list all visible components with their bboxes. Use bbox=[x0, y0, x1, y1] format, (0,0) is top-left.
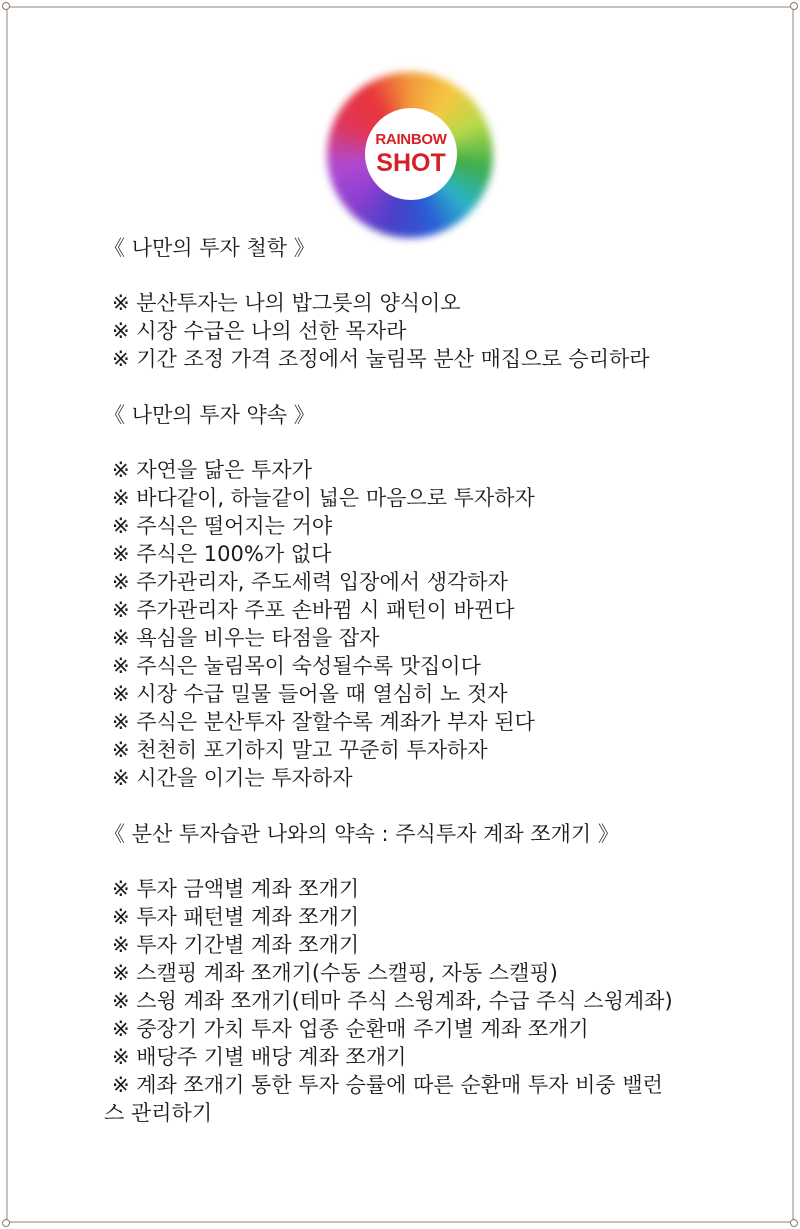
list-item: ※ 욕심을 비우는 타점을 잡자 bbox=[112, 626, 380, 650]
section-heading: 《 분산 투자습관 나와의 약속 : 주식투자 계좌 쪼개기 》 bbox=[104, 822, 619, 846]
list-item: ※ 투자 기간별 계좌 쪼개기 bbox=[112, 933, 360, 957]
section-heading: 《 나만의 투자 약속 》 bbox=[104, 403, 315, 427]
list-item: ※ 투자 패턴별 계좌 쪼개기 bbox=[112, 905, 360, 929]
list-item: ※ 중장기 가치 투자 업종 순환매 주기별 계좌 쪼개기 bbox=[112, 1017, 589, 1041]
list-item: ※ 스캘핑 계좌 쪼개기(수동 스캘핑, 자동 스캘핑) bbox=[112, 961, 558, 985]
list-item: ※ 분산투자는 나의 밥그릇의 양식이오 bbox=[112, 291, 461, 315]
list-item: ※ 천천히 포기하지 말고 꾸준히 투자하자 bbox=[112, 738, 488, 762]
logo-line2: SHOT bbox=[376, 149, 446, 177]
section-promise bbox=[104, 401, 780, 792]
list-item: ※ 계좌 쪼개기 통한 투자 승률에 따른 순환매 투자 비중 밸런 bbox=[112, 1073, 663, 1097]
list-item: ※ 주식은 눌림목이 숙성될수록 맛집이다 bbox=[112, 654, 481, 678]
list-item: ※ 주가관리자 주포 손바뀜 시 패턴이 바뀐다 bbox=[112, 598, 515, 622]
list-item: ※ 주식은 분산투자 잘할수록 계좌가 부자 된다 bbox=[112, 710, 535, 734]
list-item: ※ 바다같이, 하늘같이 넓은 마음으로 투자하자 bbox=[112, 486, 535, 510]
corner-ornament bbox=[790, 1219, 798, 1227]
list-item: ※ 시간을 이기는 투자하자 bbox=[112, 766, 353, 790]
list-item: ※ 주식은 떨어지는 거야 bbox=[112, 514, 333, 538]
list-item: ※ 투자 금액별 계좌 쪼개기 bbox=[112, 877, 360, 901]
list-item: ※ 기간 조정 가격 조정에서 눌림목 분산 매집으로 승리하라 bbox=[112, 347, 650, 371]
list-item: ※ 주식은 100%가 없다 bbox=[112, 542, 332, 566]
list-item: ※ 시장 수급은 나의 선한 목자라 bbox=[112, 319, 407, 343]
logo-line1: RAINBOW bbox=[375, 131, 447, 148]
list-item: ※ 배당주 기별 배당 계좌 쪼개기 bbox=[112, 1045, 407, 1069]
list-item-continuation: 스 관리하기 bbox=[104, 1101, 213, 1125]
section-philosophy bbox=[104, 234, 780, 373]
corner-ornament bbox=[2, 1219, 10, 1227]
section-heading: 《 나만의 투자 철학 》 bbox=[104, 236, 315, 260]
list-item: ※ 주가관리자, 주도세력 입장에서 생각하자 bbox=[112, 570, 508, 594]
list-item: ※ 자연을 닮은 투자가 bbox=[112, 458, 312, 482]
section-account-split bbox=[104, 820, 780, 1127]
list-item: ※ 스윙 계좌 쪼개기(테마 주식 스윙계좌, 수급 주식 스윙계좌) bbox=[112, 989, 673, 1013]
list-item: ※ 시장 수급 밀물 들어올 때 열심히 노 젓자 bbox=[112, 682, 508, 706]
